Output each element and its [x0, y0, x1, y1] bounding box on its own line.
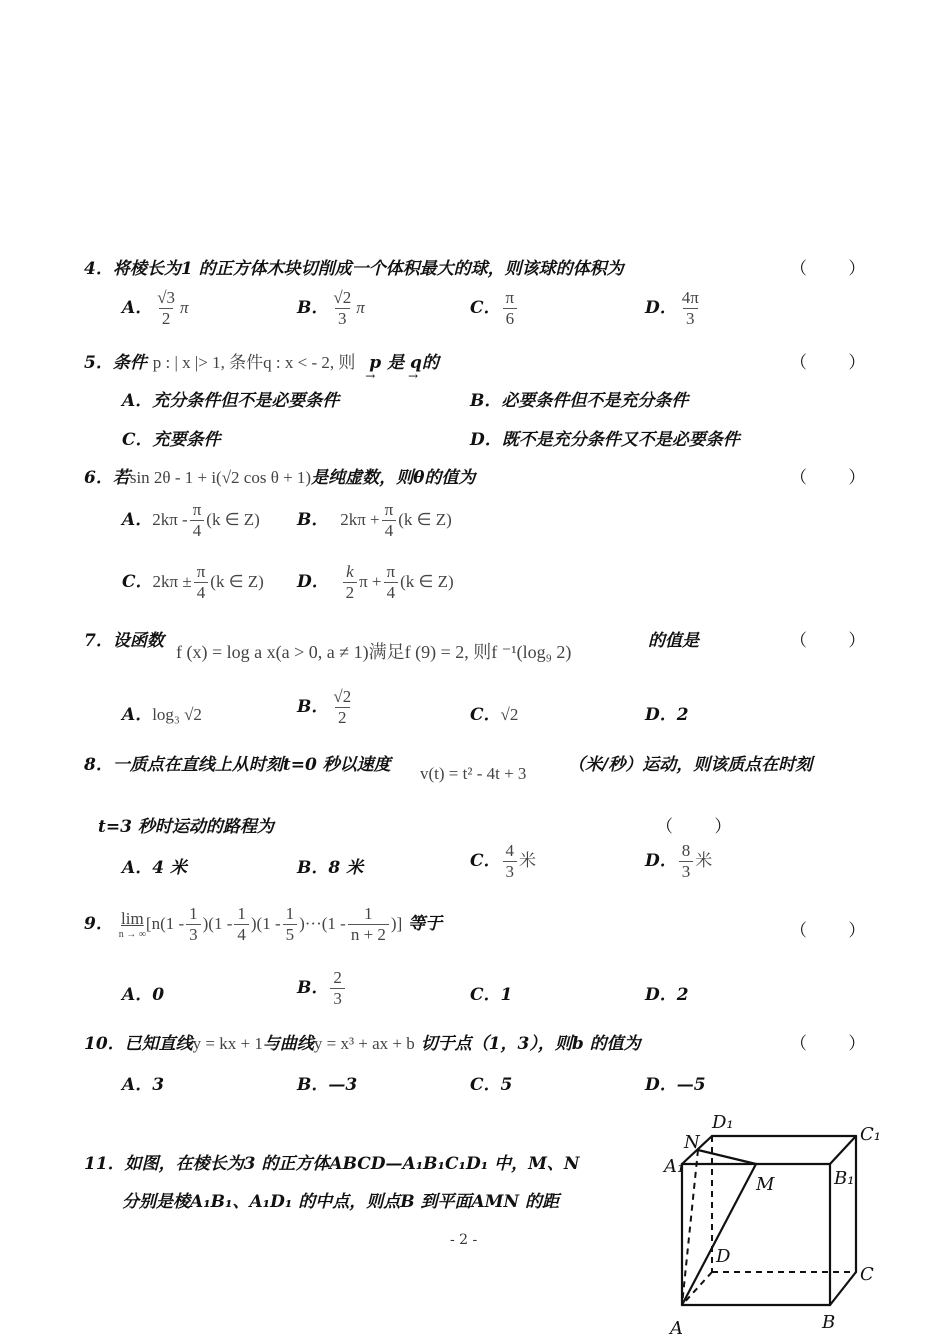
label-c: C	[860, 1264, 874, 1285]
q9-option-c: C．1	[470, 985, 513, 1005]
q4-option-d: D． $\frac{4\pi}{3}$	[645, 288, 699, 328]
label-b: B	[822, 1312, 836, 1333]
edge-c1b1	[830, 1136, 856, 1164]
label-a: A	[670, 1318, 683, 1339]
q5-option-a: A．充分条件但不是必要条件	[122, 391, 340, 411]
q9-option-d: D．2	[645, 985, 689, 1005]
q7-option-a: A．log₃ √2	[122, 705, 202, 725]
q11-line2: 分别是棱A₁B₁、A₁D₁ 的中点，则点B 到平面AMN 的距	[122, 1192, 559, 1212]
q10-option-d: D．—5	[645, 1075, 706, 1095]
q4-paren: （ ）	[790, 259, 884, 279]
q8-option-d: D． $\frac{8}{3}$ 米	[645, 841, 713, 881]
q7-tail: 的值是	[648, 631, 699, 651]
edge-cb	[830, 1272, 856, 1305]
q8-paren: （ ）	[656, 817, 750, 837]
label-a1: A₁	[664, 1156, 685, 1177]
q5-option-c: C．充要条件	[122, 430, 221, 450]
q10-option-c: C．5	[470, 1075, 513, 1095]
q7-option-c: C．√2	[470, 705, 519, 725]
q6-stem: 6．若sin 2θ - 1 + i(√2 cos θ + 1)是纯虚数，则θ的值为	[84, 468, 476, 488]
q9-stem: 9． lim n → ∞ [n(1 - $\frac{1}{3}$ )(1 - $\frac{1}{4}$ )(1 - $\frac{1}{5}$ )···(1 - $\frac{1}{n + 2}$ )] 等于	[84, 904, 443, 944]
q5-option-b: B．必要条件但不是充分条件	[470, 391, 689, 411]
q6-option-c: C．2kπ ± $\frac{\pi}{4}$ (k ∈ Z)	[122, 562, 264, 602]
label-c1: C₁	[860, 1124, 881, 1145]
q10-paren: （ ）	[790, 1034, 884, 1054]
label-d: D	[716, 1246, 731, 1267]
edge-ma	[682, 1164, 756, 1305]
q6-option-b: B． 2kπ + $\frac{\pi}{4}$ (k ∈ Z)	[297, 500, 452, 540]
label-d1: D₁	[712, 1112, 734, 1133]
q8-tail: （米/秒）运动，则该质点在时刻	[568, 755, 813, 775]
hidden-edge-na	[682, 1150, 698, 1305]
q7-option-b: B． $\frac{√2}{2}$	[297, 687, 352, 727]
q10-option-b: B．—3	[297, 1075, 358, 1095]
q8-math: v(t) = t² - 4t + 3	[420, 764, 527, 783]
edge-nm	[698, 1150, 756, 1164]
q6-paren: （ ）	[790, 468, 884, 488]
q8-option-c: C． $\frac{4}{3}$ 米	[470, 841, 537, 881]
q6-option-a: A．2kπ - $\frac{\pi}{4}$ (k ∈ Z)	[122, 500, 260, 540]
q6-option-d: D． $\frac{k}{2}$ π + $\frac{\pi}{4}$ (k ∈ Z)	[297, 562, 454, 602]
q9-paren: （ ）	[790, 921, 884, 941]
label-b1: B₁	[834, 1168, 855, 1189]
q8-option-b: B．8 米	[297, 858, 364, 878]
q4-option-b: B． $\frac{√2}{3}$ π	[297, 288, 365, 328]
q4-stem: 4．将棱长为1 的正方体木块切削成一个体积最大的球，则该球的体积为	[84, 259, 624, 279]
q7-stem: 7．设函数	[84, 631, 164, 651]
q8-stem: 8．一质点在直线上从时刻t=0 秒以速度	[84, 755, 391, 775]
q4-option-c: C． $\frac{\pi}{6}$	[470, 288, 519, 329]
q8-line2: t=3 秒时运动的路程为	[98, 817, 274, 837]
q8-option-a: A．4 米	[122, 858, 187, 878]
q7-option-d: D．2	[645, 705, 689, 725]
q5-paren: （ ）	[790, 353, 884, 373]
q5-stem: 5．条件 p : | x |> 1, 条件q : x < - 2, 则 p → 是 q → 的	[84, 353, 439, 383]
q7-paren: （ ）	[790, 631, 884, 651]
q9-option-b: B． $\frac{2}{3}$	[297, 968, 347, 1009]
page-number: - 2 -	[450, 1232, 478, 1248]
q10-stem: 10．已知直线y = kx + 1与曲线y = x³ + ax + b 切于点（1，3），则b 的值为	[84, 1034, 641, 1054]
q5-option-d: D．既不是充分条件又不是必要条件	[470, 430, 740, 450]
q10-option-a: A．3	[122, 1075, 165, 1095]
q4-option-a: A． $\frac{√3}{2}$ π	[122, 288, 189, 328]
q7-math: f (x) = log a x(a > 0, a ≠ 1)满足f (9) = 2, 则f ⁻¹(log₉ 2)	[176, 642, 572, 662]
label-m: M	[756, 1174, 775, 1195]
q11-line1: 11．如图，在棱长为3 的正方体ABCD—A₁B₁C₁D₁ 中，M、N	[84, 1154, 580, 1174]
label-n: N	[684, 1132, 700, 1153]
q9-option-a: A．0	[122, 985, 165, 1005]
cube-figure	[660, 1110, 900, 1342]
